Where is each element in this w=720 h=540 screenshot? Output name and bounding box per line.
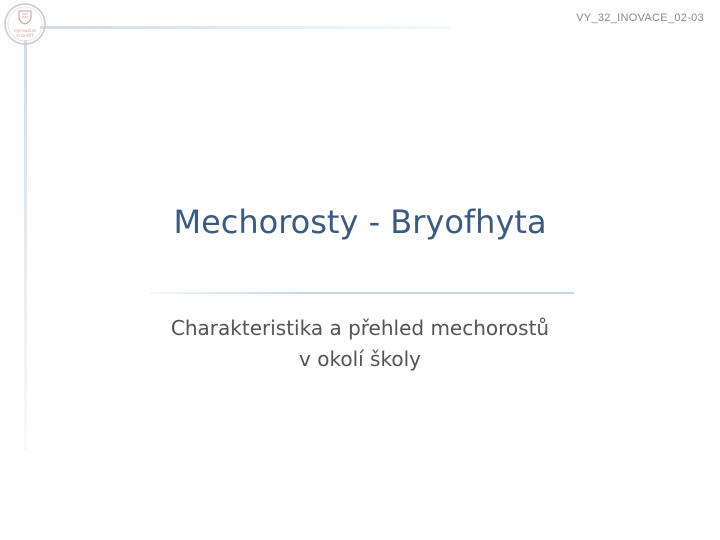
title-divider bbox=[150, 292, 574, 294]
slide-title: Mechorosty - Bryofhyta bbox=[173, 203, 547, 241]
slide-subtitle bbox=[100, 313, 620, 375]
logo-text-line-2: Kroměříž bbox=[16, 33, 34, 38]
frame-top-rule bbox=[40, 26, 450, 29]
subtitle-line-1: Charakteristika a přehled mechorostů bbox=[170, 316, 550, 340]
subtitle-line-2: v okolí školy bbox=[299, 347, 421, 371]
logo-text-line-1: Gymnázium bbox=[13, 28, 37, 33]
document-code: VY_32_INOVACE_02-03 bbox=[576, 12, 704, 24]
frame-left-rule bbox=[24, 40, 27, 450]
school-logo-icon bbox=[3, 2, 47, 46]
